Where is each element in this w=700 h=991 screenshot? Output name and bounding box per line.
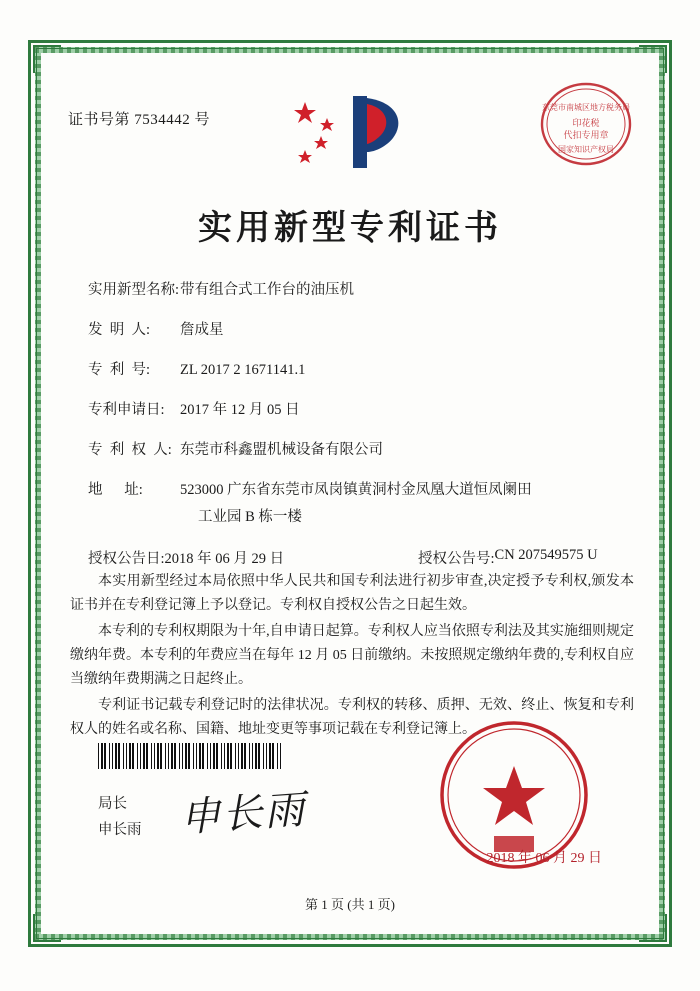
field-value-address xyxy=(180,480,630,528)
grant-date-value: 2018 年 06 月 29 日 xyxy=(164,551,285,568)
svg-text:国家知识产权局: 国家知识产权局 xyxy=(558,145,614,154)
page-footer: 第 1 页 (共 1 页) xyxy=(305,897,395,912)
field-row-patentee xyxy=(88,440,630,461)
seal-date: 2018 年 06 月 29 日 xyxy=(486,851,602,866)
svg-text:东莞市南城区地方税务局: 东莞市南城区地方税务局 xyxy=(542,103,630,112)
field-row-name xyxy=(88,280,630,301)
certificate-number: 证书号第 7534442 号 xyxy=(68,112,211,128)
field-row-address xyxy=(88,480,630,528)
certificate-content xyxy=(60,70,640,921)
field-label: 地 址: xyxy=(88,482,143,499)
field-label: 专利申请日: xyxy=(88,402,165,419)
director-name-label: 申长雨 xyxy=(98,821,142,838)
field-value: 东莞市科鑫盟机械设备有限公司 xyxy=(180,442,383,459)
grant-date-label: 授权公告日: xyxy=(88,551,165,568)
field-label: 专 利 号: xyxy=(88,362,151,379)
grant-date-group xyxy=(88,547,418,568)
svg-text:代扣专用章: 代扣专用章 xyxy=(563,131,609,141)
field-row-application-date xyxy=(88,400,630,421)
director-role-label: 局长 xyxy=(98,796,127,813)
page-title: 实用新型专利证书 xyxy=(198,208,502,248)
field-value: ZL 2017 2 1671141.1 xyxy=(180,362,306,379)
field-label: 发 明 人: xyxy=(88,322,151,339)
cnipa-logo-icon xyxy=(275,88,425,178)
corner-ornament-top-right xyxy=(639,45,667,73)
grant-number-label: 授权公告号: xyxy=(418,551,495,568)
barcode xyxy=(98,743,283,769)
svg-text:印花税: 印花税 xyxy=(572,119,600,129)
paragraph-1: 本实用新型经过本局依照中华人民共和国专利法进行初步审查,决定授予专利权,颁发本证书并在专利登记簿上予以登记。专利权自授权公告之日起生效。 xyxy=(70,574,634,614)
field-value: 詹成星 xyxy=(180,322,224,339)
address-line-2: 工业园 B 栋一楼 xyxy=(198,509,302,526)
field-value: 2017 年 12 月 05 日 xyxy=(180,402,300,419)
field-label: 专 利 权 人: xyxy=(88,442,172,459)
field-row-patent-number xyxy=(88,360,630,381)
grant-number-group xyxy=(418,547,630,568)
field-value: 带有组合式工作台的油压机 xyxy=(180,282,354,298)
address-line-1: 523000 广东省东莞市凤岗镇黄洞村金凤凰大道恒凤阑田 xyxy=(180,482,532,499)
paragraph-3: 专利证书记载专利登记时的法律状况。专利权的转移、质押、无效、终止、恢复和专利权人的姓名或名称、国籍、地址变更等事项记载在专利登记簿上。 xyxy=(70,698,634,738)
field-row-grant xyxy=(88,547,630,568)
field-label: 实用新型名称: xyxy=(88,282,180,298)
field-row-inventor xyxy=(88,320,630,341)
corner-ornament-bottom-left xyxy=(33,914,61,942)
paragraph-2: 本专利的专利权期限为十年,自申请日起算。专利权人应当依照专利法及其实施细则规定缴纳年费。本专利的年费应当在每年 12 月 05 日前缴纳。未按照规定缴纳年费的,专利权自应当缴纳年费期满之日起终止。 xyxy=(70,624,634,688)
corner-ornament-top-left xyxy=(33,45,61,73)
handwritten-signature: 申长雨 xyxy=(178,786,308,842)
grant-number-value: CN 207549575 U xyxy=(494,547,598,564)
field-list xyxy=(88,280,630,584)
tax-stamp-icon xyxy=(536,74,636,174)
signature-block xyxy=(98,792,142,843)
corner-ornament-bottom-right xyxy=(639,914,667,942)
